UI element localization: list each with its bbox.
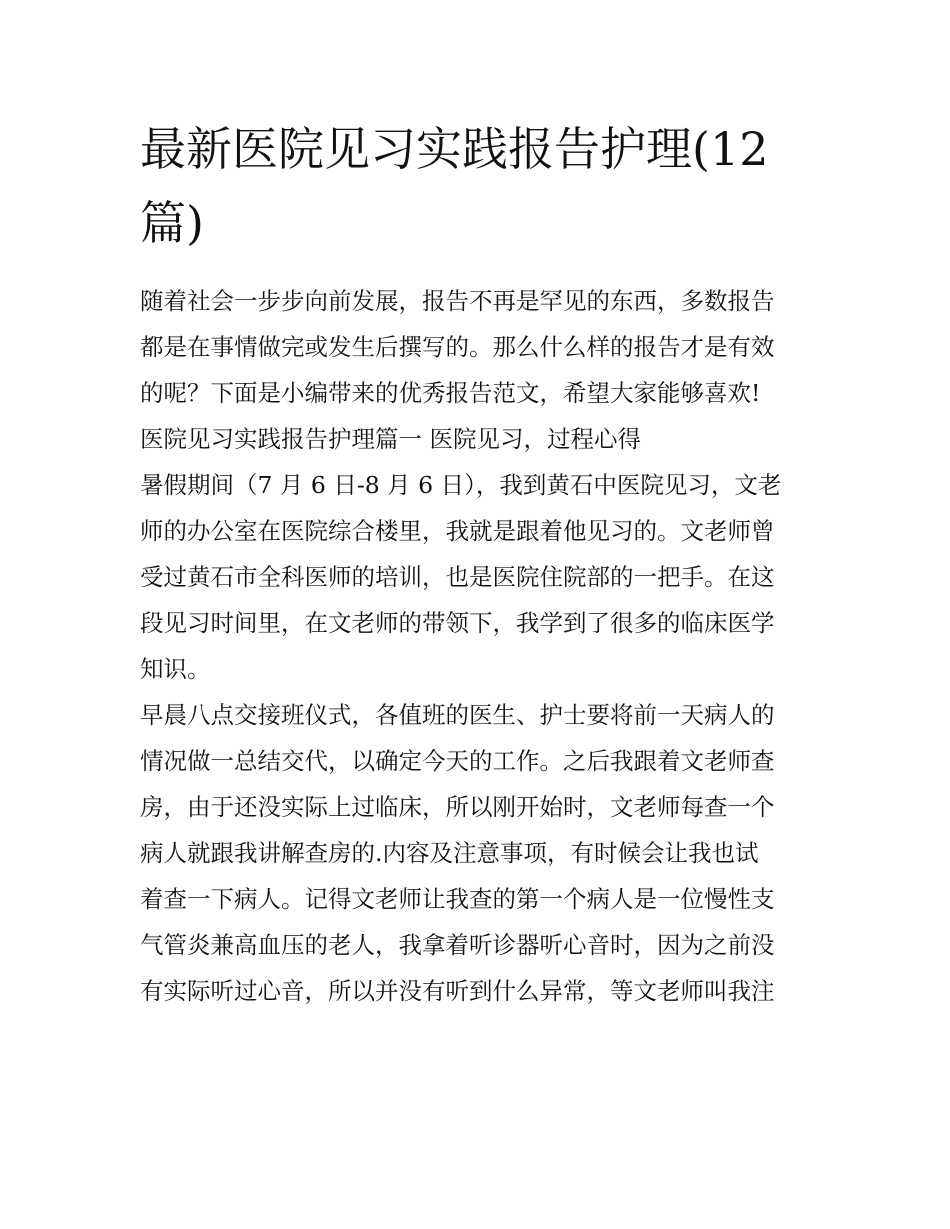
body-line-14: 着查一下病人。记得文老师让我查的第一个病人是一位慢性支 <box>140 885 775 913</box>
title-line-2: 篇) <box>140 196 204 250</box>
section-heading: 医院见习实践报告护理篇一 医院见习，过程心得 <box>140 425 641 453</box>
body-line-10: 早晨八点交接班仪式，各值班的医生、护士要将前一天病人的 <box>140 701 775 729</box>
document-body <box>140 278 820 1014</box>
body-line-12: 房，由于还没实际上过临床，所以刚开始时，文老师每查一个 <box>140 793 775 821</box>
body-line-5: 暑假期间（7 月 6 日-8 月 6 日），我到黄石中医院见习，文老 <box>140 471 782 499</box>
body-line-9: 知识。 <box>140 655 211 683</box>
document-title <box>140 112 820 260</box>
body-line-15: 气管炎兼高血压的老人，我拿着听诊器听心音时，因为之前没 <box>140 931 775 959</box>
body-line-8: 段见习时间里，在文老师的带领下，我学到了很多的临床医学 <box>140 609 775 637</box>
body-line-7: 受过黄石市全科医师的培训，也是医院住院部的一把手。在这 <box>140 563 775 591</box>
body-line-2: 都是在事情做完或发生后撰写的。那么什么样的报告才是有效 <box>140 333 775 361</box>
body-line-13: 病人就跟我讲解查房的.内容及注意事项，有时候会让我也试 <box>140 839 759 867</box>
title-line-1: 最新医院见习实践报告护理(12 <box>140 122 769 176</box>
body-line-6: 师的办公室在医院综合楼里，我就是跟着他见习的。文老师曾 <box>140 517 775 545</box>
body-line-3: 的呢？下面是小编带来的优秀报告范文，希望大家能够喜欢! <box>140 379 761 407</box>
body-line-1: 随着社会一步步向前发展，报告不再是罕见的东西，多数报告 <box>140 287 775 315</box>
body-line-11: 情况做一总结交代，以确定今天的工作。之后我跟着文老师查 <box>140 747 775 775</box>
body-line-16: 有实际听过心音，所以并没有听到什么异常，等文老师叫我注 <box>140 977 775 1005</box>
